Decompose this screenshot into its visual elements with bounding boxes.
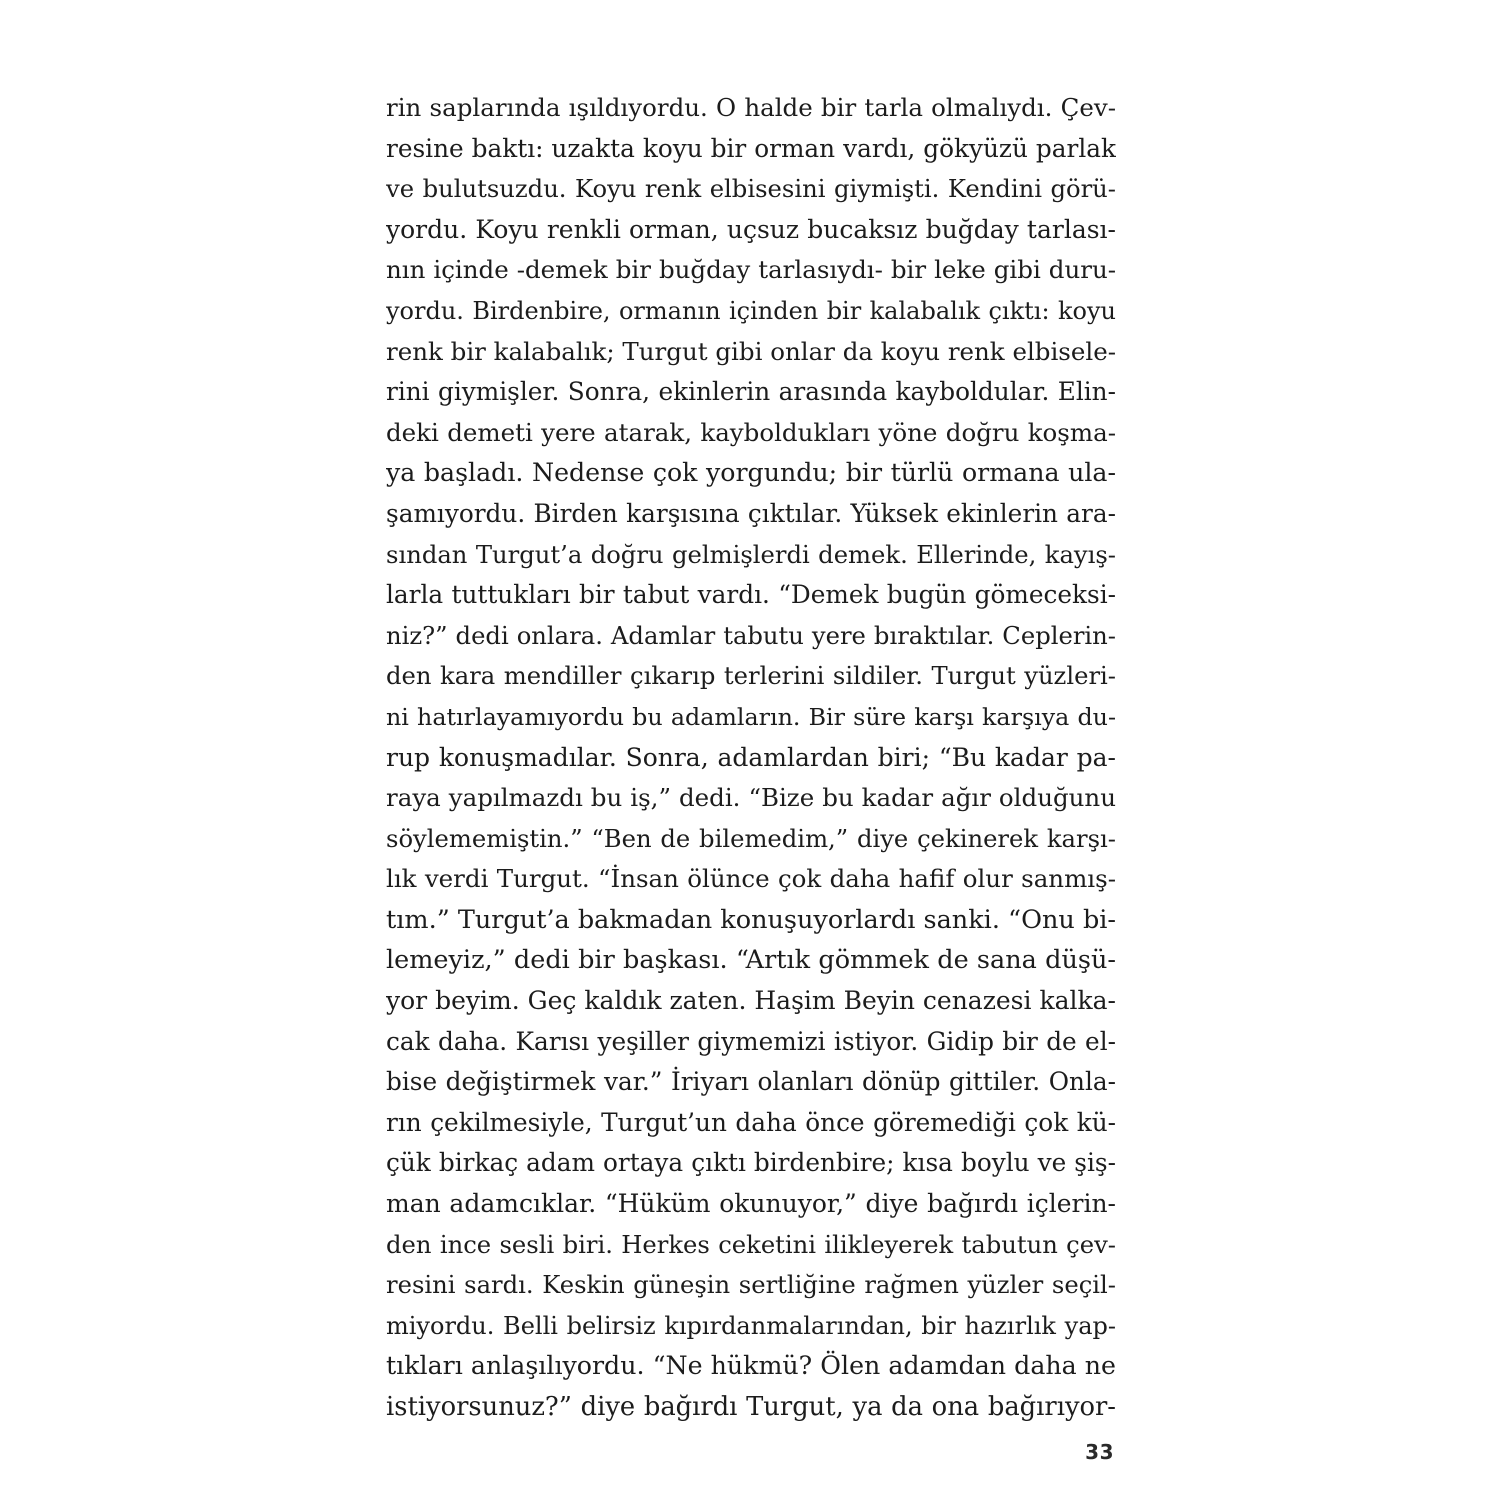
text-line: bise değiştirmek var.” İriyarı olanları dönüp gittiler. Onla- [386,1067,1116,1097]
text-line: deki demeti yere atarak, kayboldukları yöne doğru koşma- [386,417,1116,447]
text-line: renk bir kalabalık; Turgut gibi onlar da koyu renk elbisele- [386,336,1116,366]
text-line: rup konuşmadılar. Sonra, adamlardan biri; “Bu kadar pa- [386,742,1116,772]
text-line: nın içinde -demek bir buğday tarlasıydı- bir leke gibi duru- [386,255,1116,285]
text-line: niz?” dedi onlara. Adamlar tabutu yere bıraktılar. Ceplerin- [386,620,1116,650]
text-line: yor beyim. Geç kaldık zaten. Haşim Beyin cenazesi kalka- [386,986,1116,1016]
text-line: man adamcıklar. “Hüküm okunuyor,” diye bağırdı içlerin- [386,1189,1116,1219]
text-line: çük birkaç adam ortaya çıktı birdenbire; kısa boylu ve şiş- [386,1148,1116,1178]
text-line: rin saplarında ışıldıyordu. O halde bir tarla olmalıydı. Çev- [386,93,1116,122]
text-line: tıkları anlaşılıyordu. “Ne hükmü? Ölen adamdan daha ne [386,1351,1116,1381]
text-line: rini giymişler. Sonra, ekinlerin arasında kayboldular. Elin- [386,377,1116,407]
text-line: miyordu. Belli belirsiz kıpırdanmalarından, bir hazırlık yap- [386,1311,1116,1340]
text-line: ya başladı. Nedense çok yorgundu; bir türlü ormana ula- [386,458,1116,488]
text-line: yordu. Koyu renkli orman, uçsuz bucaksız buğday tarlası- [386,214,1116,244]
body-text [386,88,1116,1428]
text-line: lemeyiz,” dedi bir başkası. “Artık gömmek de sana düşü- [386,945,1116,976]
text-line: yordu. Birdenbire, ormanın içinden bir kalabalık çıktı: koyu [386,296,1116,325]
text-line: söylememiştin.” “Ben de bilemedim,” diye çekinerek karşı- [386,823,1116,853]
text-line: resini sardı. Keskin güneşin sertliğine rağmen yüzler seçil- [386,1270,1116,1300]
text-line: ve bulutsuzdu. Koyu renk elbisesini giymişti. Kendini görü- [386,174,1116,204]
text-line: den ince sesli biri. Herkes ceketini ilikleyerek tabutun çev- [386,1229,1116,1259]
text-line: rın çekilmesiyle, Turgut’un daha önce göremediği çok kü- [386,1107,1116,1137]
text-line: tım.” Turgut’a bakmadan konuşuyorlardı sanki. “Onu bi- [386,904,1116,935]
text-line: larla tuttukları bir tabut vardı. “Demek bugün gömeceksi- [386,580,1116,610]
text-line: resine baktı: uzakta koyu bir orman vardı, gökyüzü parlak [386,133,1116,163]
page-number: 33 [1085,1440,1114,1464]
text-line: den kara mendiller çıkarıp terlerini sildiler. Turgut yüzleri- [386,661,1116,691]
text-line: istiyorsunuz?” diye bağırdı Turgut, ya da ona bağırıyor- [386,1392,1116,1422]
text-line: cak daha. Karısı yeşiller giymemizi istiyor. Gidip bir de el- [386,1026,1116,1056]
text-line: ni hatırlayamıyordu bu adamların. Bir süre karşı karşıya du- [386,702,1116,731]
text-line: lık verdi Turgut. “İnsan ölünce çok daha hafif olur sanmış- [386,864,1116,894]
text-line: sından Turgut’a doğru gelmişlerdi demek. Ellerinde, kayış- [386,539,1116,569]
text-line: şamıyordu. Birden karşısına çıktılar. Yüksek ekinlerin ara- [386,498,1116,528]
text-line: raya yapılmazdı bu iş,” dedi. “Bize bu kadar ağır olduğunu [386,783,1116,813]
